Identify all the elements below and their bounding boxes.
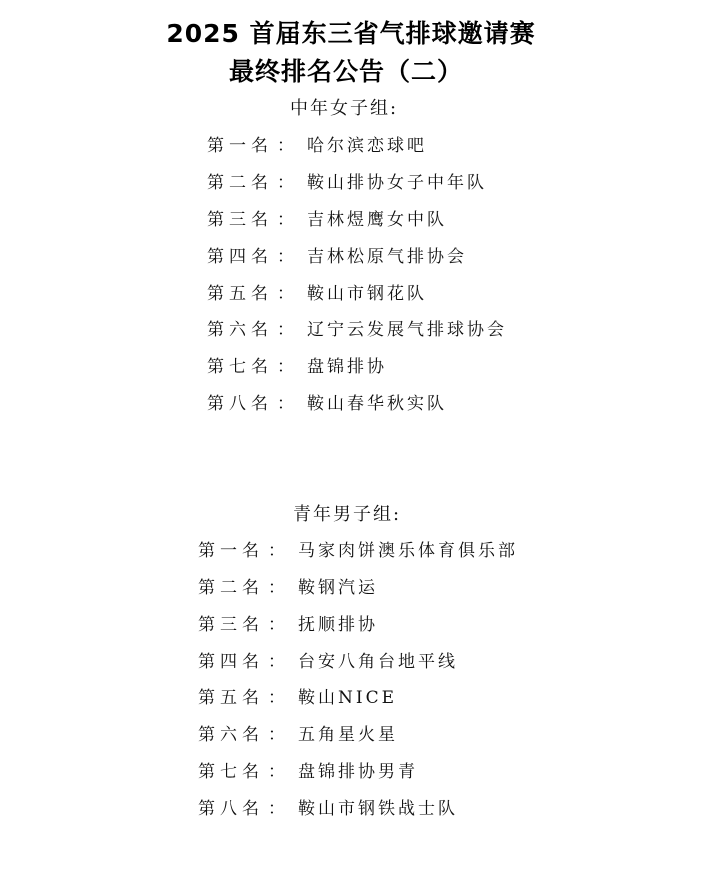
rank-colon: ： bbox=[268, 615, 285, 635]
document-title: 2025 首届东三省气排球邀请赛 bbox=[166, 19, 536, 48]
team-name: 辽宁云发展气排球协会 bbox=[307, 320, 507, 340]
rank-colon: ： bbox=[277, 210, 294, 230]
rank-label: 第七名 bbox=[207, 357, 273, 377]
group-title-young-men: 青年男子组: bbox=[293, 504, 402, 525]
rank-colon: ： bbox=[277, 284, 294, 304]
team-name: 五角星火星 bbox=[298, 725, 398, 745]
team-name: 吉林松原气排协会 bbox=[307, 247, 467, 267]
rank-colon: ： bbox=[268, 688, 285, 708]
rank-colon: ： bbox=[277, 136, 294, 156]
document-subtitle: 最终排名公告（二） bbox=[228, 57, 463, 86]
rank-colon: ： bbox=[268, 578, 285, 598]
rank-colon: ： bbox=[268, 725, 285, 745]
rank-colon: ： bbox=[268, 762, 285, 782]
rank-colon: ： bbox=[268, 541, 285, 561]
team-name: 鞍山春华秋实队 bbox=[307, 394, 447, 414]
team-name: 鞍钢汽运 bbox=[298, 578, 378, 598]
team-name: 鞍山市钢花队 bbox=[307, 284, 427, 304]
rank-colon: ： bbox=[277, 320, 294, 340]
rank-label: 第八名 bbox=[207, 394, 273, 414]
team-name: 盘锦排协 bbox=[307, 357, 387, 377]
rank-label: 第五名 bbox=[198, 688, 264, 708]
rank-label: 第二名 bbox=[198, 578, 264, 598]
rank-label: 第七名 bbox=[198, 762, 264, 782]
rank-label: 第四名 bbox=[198, 652, 264, 672]
rank-label: 第六名 bbox=[207, 320, 273, 340]
team-name: 哈尔滨恋球吧 bbox=[307, 136, 427, 156]
rank-label: 第八名 bbox=[198, 799, 264, 819]
rank-label: 第三名 bbox=[198, 615, 264, 635]
team-name: 吉林煜鹰女中队 bbox=[307, 210, 447, 230]
team-name: 抚顺排协 bbox=[298, 615, 378, 635]
team-name: 鞍山排协女子中年队 bbox=[307, 173, 487, 193]
rank-label: 第三名 bbox=[207, 210, 273, 230]
team-name: 鞍山NICE bbox=[298, 688, 398, 708]
group-title-middle-aged-women: 中年女子组: bbox=[290, 98, 399, 119]
rank-colon: ： bbox=[277, 394, 294, 414]
rank-colon: ： bbox=[268, 799, 285, 819]
rank-label: 第六名 bbox=[198, 725, 264, 745]
rank-colon: ： bbox=[277, 357, 294, 377]
team-name: 马家肉饼澳乐体育俱乐部 bbox=[298, 541, 518, 561]
rank-label: 第一名 bbox=[198, 541, 264, 561]
team-name: 台安八角台地平线 bbox=[298, 652, 458, 672]
team-name: 盘锦排协男青 bbox=[298, 762, 418, 782]
rank-colon: ： bbox=[277, 173, 294, 193]
rank-label: 第一名 bbox=[207, 136, 273, 156]
team-name: 鞍山市钢铁战士队 bbox=[298, 799, 458, 819]
rank-label: 第二名 bbox=[207, 173, 273, 193]
rank-colon: ： bbox=[277, 247, 294, 267]
rank-label: 第四名 bbox=[207, 247, 273, 267]
rank-colon: ： bbox=[268, 652, 285, 672]
rank-label: 第五名 bbox=[207, 284, 273, 304]
